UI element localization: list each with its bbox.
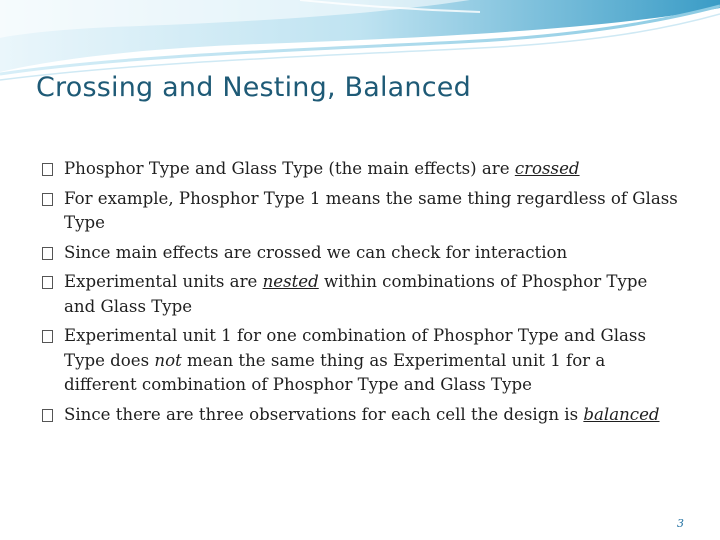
bullet-text: Since main effects are crossed we can check for interaction xyxy=(64,242,568,262)
bullet-item xyxy=(42,241,682,266)
bullet-item xyxy=(42,157,682,182)
bullet-emphasis: crossed xyxy=(514,159,580,178)
bullet-list xyxy=(42,157,682,432)
page-number: 3 xyxy=(677,517,684,530)
bullet-item xyxy=(42,324,682,398)
bullet-text: Phosphor Type and Glass Type (the main effects) are xyxy=(64,159,515,178)
bullet-item xyxy=(42,270,682,319)
bullet-emphasis: not xyxy=(154,350,182,370)
bullet-text: Since there are three observations for each cell the design is xyxy=(64,404,584,424)
square-bullet-icon xyxy=(42,247,53,260)
square-bullet-icon xyxy=(42,163,53,176)
bullet-text-tail: within combinations of Phosphor Type and Glass Type xyxy=(64,272,648,316)
bullet-emphasis: nested xyxy=(262,272,319,291)
square-bullet-icon xyxy=(42,409,53,422)
bullet-item xyxy=(42,187,682,236)
bullet-text: Experimental units are xyxy=(64,272,263,291)
square-bullet-icon xyxy=(42,276,53,289)
bullet-text-tail: mean the same thing as Experimental unit 1 for a different combination of Phosphor Type and Glass Type xyxy=(64,350,606,394)
slide-title: Crossing and Nesting, Balanced xyxy=(36,72,471,103)
bullet-emphasis: balanced xyxy=(583,404,660,424)
bullet-text: Experimental unit 1 for one combination of Phosphor Type and Glass Type does xyxy=(64,326,646,370)
square-bullet-icon xyxy=(42,193,53,206)
square-bullet-icon xyxy=(42,330,53,343)
bullet-text: For example, Phosphor Type 1 means the same thing regardless of Glass Type xyxy=(64,188,678,232)
bullet-item xyxy=(42,403,682,428)
